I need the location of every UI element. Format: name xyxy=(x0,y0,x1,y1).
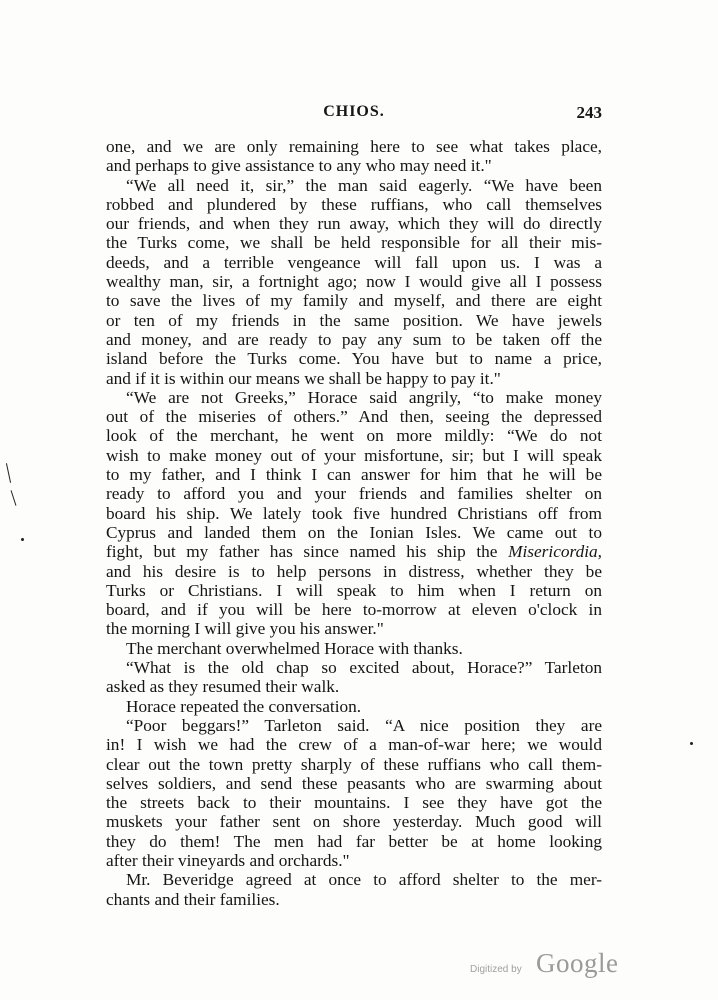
text-line: clear out the town pretty sharply of these ruffians who call them- xyxy=(106,754,602,774)
text-line: Horace repeated the conversation. xyxy=(126,696,362,716)
text-line: muskets your father sent on shore yesterday. Much good will xyxy=(106,812,602,832)
text-line: and his desire is to help persons in distress, whether they be xyxy=(106,561,602,581)
text-line: chants and their families. xyxy=(106,889,280,909)
ship-name: Misericordia, xyxy=(508,542,602,562)
text-line: ready to afford you and your friends and families shelter on xyxy=(106,484,602,504)
text-line: “We are not Greeks,” Horace said angrily, “to make money xyxy=(126,387,602,407)
text-line: Cyprus and landed them on the Ionian Isles. We came out to xyxy=(106,522,602,542)
text-line: and if it is within our means we shall be happy to pay it." xyxy=(106,368,501,388)
running-head xyxy=(106,103,602,127)
text-line: and perhaps to give assistance to any who may need it." xyxy=(106,156,492,176)
text-line: in! I wish we had the crew of a man-of-war here; we would xyxy=(106,735,602,755)
text-line: wealthy man, sir, a fortnight ago; now I would give all I possess xyxy=(106,272,602,292)
margin-dot xyxy=(21,538,24,541)
text-line: The merchant overwhelmed Horace with thanks. xyxy=(126,638,463,658)
text-line: “We all need it, sir,” the man said eagerly. “We have been xyxy=(126,175,602,195)
text-line-with-ship-name xyxy=(106,542,602,561)
text-line: the streets back to their mountains. I see they have got the xyxy=(106,793,602,813)
text-line: island before the Turks come. You have but to name a price, xyxy=(106,349,602,369)
margin-mark xyxy=(11,490,17,506)
running-title: CHIOS. xyxy=(323,103,385,120)
text-line: the Turks come, we shall be held responsible for all their mis- xyxy=(106,233,602,253)
text-fragment: fight, but my father has since named his ship the xyxy=(106,542,498,562)
watermark-digitized-text: Digitized by xyxy=(470,964,522,975)
text-line: one, and we are only remaining here to see what takes place, xyxy=(106,137,602,156)
watermark-brand: Google xyxy=(536,948,619,978)
page-number: 243 xyxy=(576,103,602,122)
text-line: Turks or Christians. I will speak to him when I return on xyxy=(106,580,602,600)
margin-dot xyxy=(690,742,693,745)
text-line: to save the lives of my family and myself, and there are eight xyxy=(106,291,602,311)
text-line: robbed and plundered by these ruffians, who call themselves xyxy=(106,194,602,214)
text-line: or ten of my friends in the same position. We have jewels xyxy=(106,310,602,330)
text-line: selves soldiers, and send these peasants who are swarming about xyxy=(106,773,602,793)
text-line: and money, and are ready to pay any sum to be taken off the xyxy=(106,329,602,349)
text-line: asked as they resumed their walk. xyxy=(106,677,340,697)
text-line: to my father, and I think I can answer for him that he will be xyxy=(106,465,602,485)
text-line: board his ship. We lately took five hundred Christians off from xyxy=(106,503,602,523)
body-text xyxy=(106,137,602,909)
text-line: wish to make money out of your misfortune, sir; but I will speak xyxy=(106,445,602,465)
text-line: “What is the old chap so excited about, Horace?” Tarleton xyxy=(126,658,602,678)
digitized-watermark xyxy=(470,948,630,984)
text-line: after their vineyards and orchards." xyxy=(106,850,350,870)
text-line: out of the miseries of others.” And then, seeing the depressed xyxy=(106,407,602,427)
text-line: look of the merchant, he went on more mildly: “We do not xyxy=(106,426,602,446)
text-line: “Poor beggars!” Tarleton said. “A nice position they are xyxy=(126,715,602,735)
text-line: our friends, and when they run away, which they will do directly xyxy=(106,214,602,234)
text-line: board, and if you will be here to-morrow at eleven o'clock in xyxy=(106,600,602,620)
text-line: the morning I will give you his answer." xyxy=(106,619,384,639)
text-line: deeds, and a terrible vengeance will fall upon us. I was a xyxy=(106,252,602,272)
text-line: Mr. Beveridge agreed at once to afford shelter to the mer- xyxy=(126,870,602,890)
text-line: they do them! The men had far better be at home looking xyxy=(106,831,602,851)
margin-mark xyxy=(6,463,11,483)
